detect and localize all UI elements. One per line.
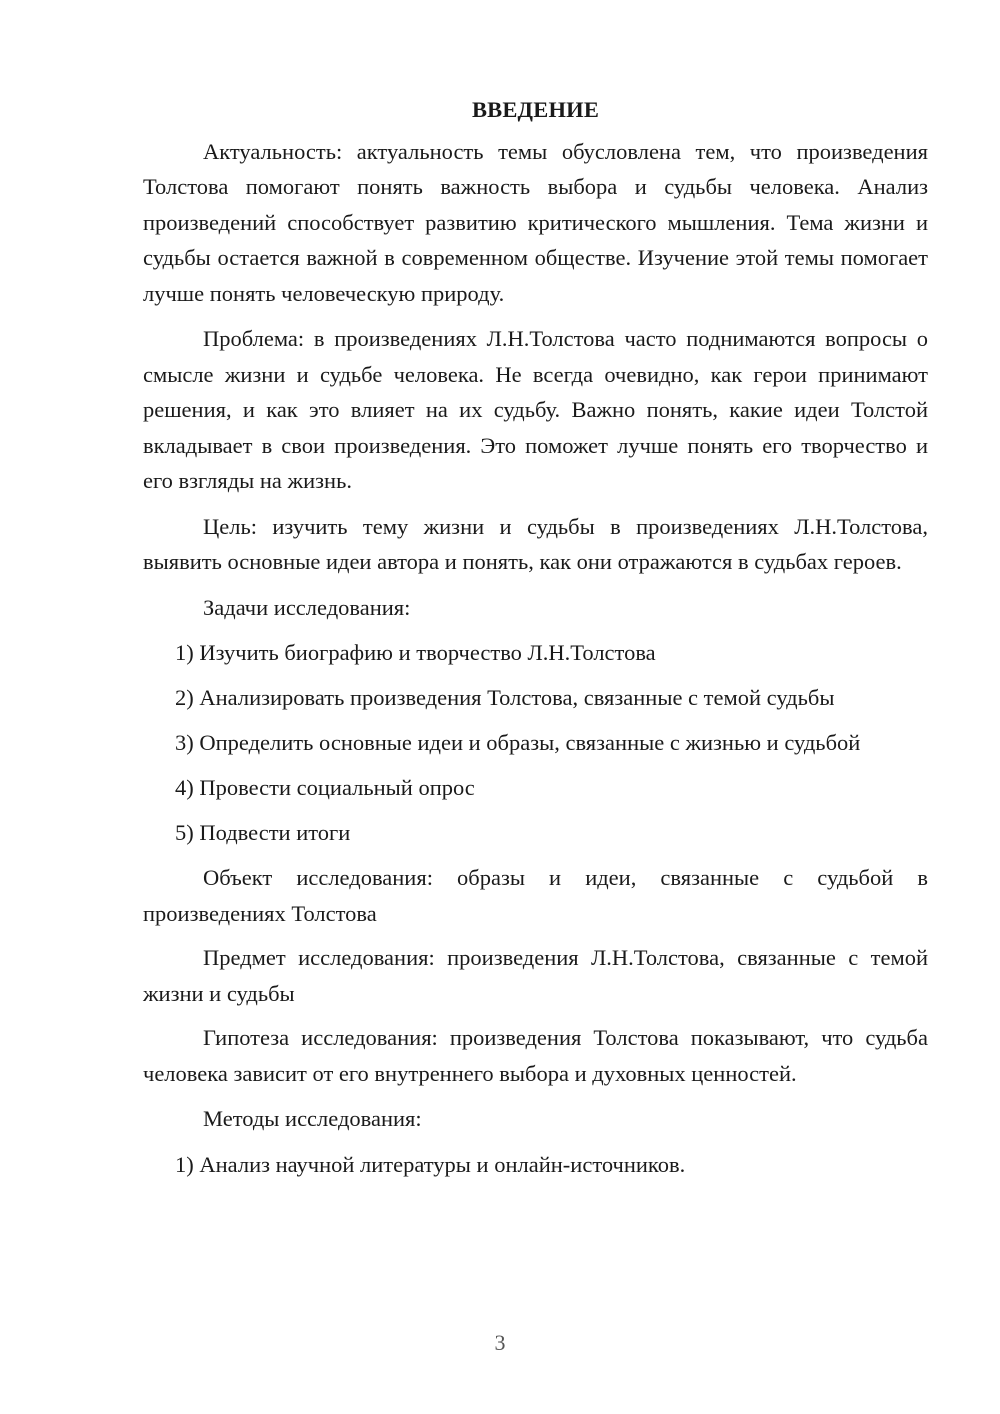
methods-heading: Методы исследования:: [203, 1106, 422, 1131]
paragraph-goal: Цель: изучить тему жизни и судьбы в произведениях Л.Н.Толстова, выявить основные идеи автора и понять, как они отражаются в судьбах героев.: [143, 513, 928, 574]
page-title: ВВЕДЕНИЕ: [471, 97, 600, 122]
tasks-list: [143, 635, 928, 851]
paragraph-relevance: Актуальность: актуальность темы обусловлена тем, что произведения Толстова помогают понять важность выбора и судьбы человека. Анализ произведений способствует развитию критического мышления. Тема жизни и судьбы остается важной в современном обществе. Изучение этой темы помогает лучше понять человеческую природу.: [143, 138, 928, 306]
document-page: [143, 92, 928, 1192]
paragraph-hypothesis: Гипотеза исследования: произведения Толстова показывают, что судьба человека зависит от его внутреннего выбора и духовных ценностей.: [143, 1025, 928, 1086]
paragraph-subject: Предмет исследования: произведения Л.Н.Толстова, связанные с темой жизни и судьбы: [143, 945, 928, 1006]
methods-list: [143, 1147, 928, 1183]
list-item: 1) Анализ научной литературы и онлайн-источников.: [175, 1151, 686, 1177]
list-item: 5) Подвести итоги: [175, 820, 351, 845]
paragraph-problem: Проблема: в произведениях Л.Н.Толстова часто поднимаются вопросы о смысле жизни и судьбе человека. Не всегда очевидно, как герои принимают решения, и как это влияет на их судьбу. Важно понять, какие идеи Толстой вкладывает в свои произведения. Это поможет лучше понять его творчество и его взгляды на жизнь.: [143, 326, 928, 493]
list-item: 3) Определить основные идеи и образы, связанные с жизнью и судьбой: [175, 730, 861, 755]
paragraph-object: Объект исследования: образы и идеи, связанные с судьбой в произведениях Толстова: [143, 865, 928, 926]
list-item: 4) Провести социальный опрос: [175, 775, 475, 800]
list-item: 1) Изучить биографию и творчество Л.Н.Толстова: [175, 640, 656, 665]
tasks-heading: Задачи исследования:: [203, 594, 411, 620]
list-item: 2) Анализировать произведения Толстова, связанные с темой судьбы: [175, 685, 835, 710]
page-number: 3: [494, 1330, 506, 1355]
